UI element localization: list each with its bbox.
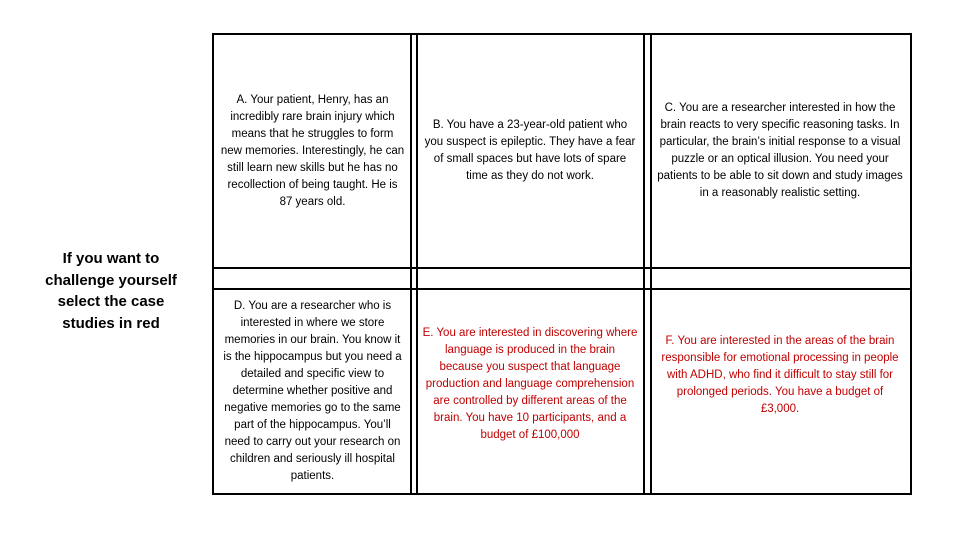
case-study-a: [216, 35, 409, 267]
case-c-text: C. You are a researcher interested in how the brain reacts to very specific reasoning tasks. In particular, the brain’s initial response to a visual puzzle or an optical illusion. You need your patients to be able to sit down and study images in a reasonably realistic setting.: [657, 102, 903, 199]
challenge-note: If you want to challenge yourself select the case studies in red: [45, 250, 177, 332]
case-study-b: [418, 35, 642, 267]
case-a-text: A. Your patient, Henry, has an incredibly rare brain injury which means that he struggles to form new memories. Interestingly, he can still learn new skills but he has no recollection of being taught. He is 87 years old.: [220, 93, 405, 208]
row-divider: [214, 267, 910, 269]
case-study-e: [418, 290, 642, 479]
case-study-grid: [212, 33, 912, 495]
case-f-text: F. You are interested in the areas of the brain responsible for emotional processing in people with ADHD, who find it difficult to stay still for prolonged periods. You have a budget of £3,000.: [661, 334, 899, 415]
case-d-text: D. You are a researcher who is interested in where we store memories in our brain. You know it is the hippocampus but you need a detailed and specific view to determine whether positive and negative memories go to the same part of the hippocampus. You’ll need to carry out your research on children and seriously ill hospital patients.: [223, 300, 402, 482]
case-study-d: [216, 290, 409, 493]
case-e-text: E. You are interested in discovering where language is produced in the brain because you suspect that language production and language comprehension are controlled by different areas of the brain. You have 10 participants, and a budget of £100,000: [422, 327, 638, 441]
case-study-f: [652, 290, 908, 460]
case-study-c: [652, 35, 908, 267]
column-divider: [410, 35, 412, 493]
column-divider: [643, 35, 645, 493]
case-b-text: B. You have a 23-year-old patient who you suspect is epileptic. They have a fear of small spaces but have lots of spare time as they do not work.: [424, 119, 636, 182]
